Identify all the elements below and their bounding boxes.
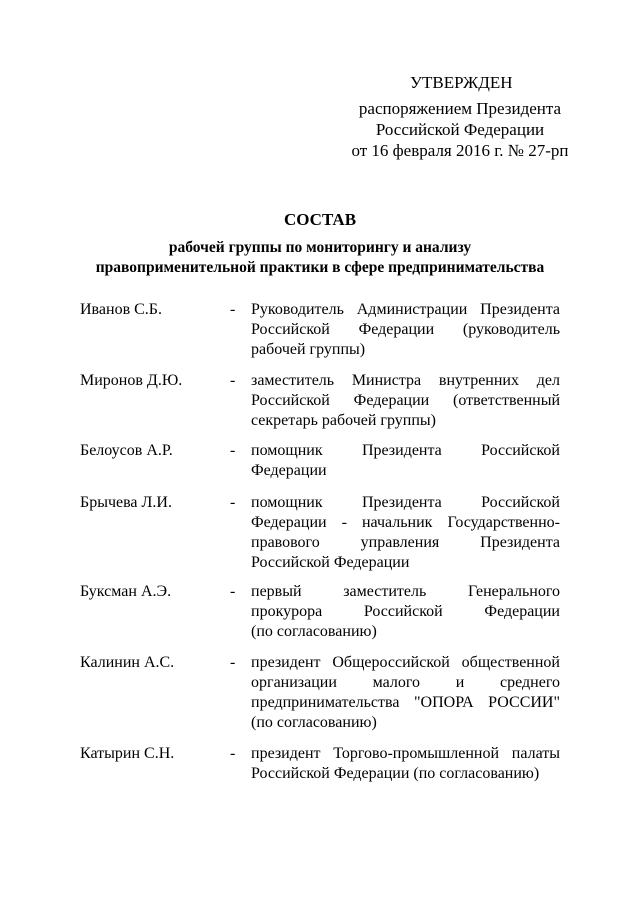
position-word: помощник (251, 442, 323, 459)
member-position (251, 300, 560, 360)
position-line (251, 764, 560, 784)
position-line (251, 582, 560, 602)
position-word: Российской (481, 442, 560, 459)
position-line (251, 371, 560, 391)
position-line (251, 493, 560, 513)
position-word: правового (251, 534, 320, 551)
position-word: среднего (500, 674, 560, 691)
member-position (251, 441, 560, 481)
position-line (251, 744, 560, 764)
position-line (251, 693, 560, 713)
position-word: Президента (480, 534, 560, 551)
position-word: предпринимательства (251, 694, 400, 711)
approval-heading: УТВЕРЖДЕН (410, 73, 513, 92)
member-name: Иванов С.Б. (80, 301, 162, 318)
position-line (251, 461, 560, 481)
member-name: Калинин А.С. (80, 654, 175, 671)
position-word: палаты (511, 745, 560, 762)
member-dash: - (230, 442, 236, 459)
position-word: Федерации (353, 392, 430, 409)
position-word: секретарь рабочей группы) (251, 412, 436, 429)
member-position (251, 371, 560, 431)
position-line (251, 300, 560, 320)
position-line (251, 513, 560, 533)
position-word: Федерации (251, 462, 327, 479)
position-word: заместитель (343, 583, 427, 600)
position-word: Администрации (356, 301, 468, 318)
member-dash: - (230, 583, 236, 600)
position-word: президент (251, 654, 321, 671)
member-dash: - (230, 494, 236, 511)
position-word: (по согласованию) (251, 714, 377, 731)
position-line (251, 391, 560, 411)
position-word: организации (251, 674, 337, 691)
member-name: Катырин С.Н. (80, 745, 175, 762)
position-word: Руководитель (251, 301, 344, 318)
position-word: Российской (481, 494, 560, 511)
member-name: Буксман А.Э. (80, 583, 172, 600)
position-word: РОССИИ" (488, 694, 560, 711)
member-dash: - (230, 372, 236, 389)
position-word: Федерации (484, 603, 560, 620)
position-word: Президента (480, 301, 560, 318)
member-position (251, 744, 560, 784)
approval-line: Российской Федерации (375, 120, 545, 139)
member-name: Белоусов А.Р. (80, 442, 173, 459)
member-dash: - (230, 745, 236, 762)
position-word: Министра (351, 372, 422, 389)
position-word: прокурора (251, 603, 323, 620)
member-position (251, 582, 560, 642)
member-position (251, 653, 560, 733)
position-line (251, 673, 560, 693)
member-name: Брычева Л.И. (80, 494, 172, 511)
position-word: Федерации (358, 321, 435, 338)
position-line (251, 340, 560, 360)
document-subtitle (0, 238, 640, 278)
position-word: начальник (361, 514, 433, 531)
position-word: Российской Федерации (по согласованию) (251, 765, 540, 782)
subtitle-line: рабочей группы по мониторингу и анализу (168, 239, 472, 256)
member-position (251, 493, 560, 573)
position-word: Государственно- (447, 514, 560, 531)
position-word: общественной (461, 654, 560, 671)
position-word: Российской (251, 321, 330, 338)
position-line (251, 441, 560, 461)
position-word: Российской (363, 603, 443, 620)
member-dash: - (230, 654, 236, 671)
member-dash: - (230, 301, 236, 318)
position-word: первый (251, 583, 302, 600)
approval-line: от 16 февраля 2016 г. № 27-рп (351, 141, 569, 160)
position-line (251, 602, 560, 622)
position-word: помощник (251, 494, 323, 511)
position-word: (по согласованию) (251, 623, 377, 640)
member-name: Миронов Д.Ю. (80, 372, 183, 389)
position-word: малого (372, 674, 421, 691)
position-word: президент (251, 745, 321, 762)
position-word: Президента (361, 442, 442, 459)
position-word: "ОПОРА (414, 694, 474, 711)
position-line (251, 411, 560, 431)
position-word: Российской (251, 392, 330, 409)
position-word: Федерации (251, 514, 327, 531)
position-line (251, 713, 560, 733)
position-word: Торгово-промышленной (333, 745, 500, 762)
position-word: - (341, 514, 347, 531)
position-word: (руководитель (462, 321, 560, 338)
position-word: Общероссийской (332, 654, 450, 671)
position-word: заместитель (251, 372, 335, 389)
position-word: Президента (361, 494, 442, 511)
position-word: (ответственный (453, 392, 560, 409)
position-word: Российской Федерации (251, 554, 410, 571)
position-word: Генерального (467, 583, 560, 600)
position-line (251, 320, 560, 340)
position-word: дел (536, 372, 560, 389)
position-word: рабочей группы) (251, 341, 366, 358)
approval-details (330, 98, 590, 161)
document-title: СОСТАВ (283, 210, 357, 229)
position-line (251, 622, 560, 642)
position-line (251, 553, 560, 573)
position-word: и (455, 674, 465, 691)
position-word: управления (360, 534, 440, 551)
subtitle-line: правоприменительной практики в сфере предпринимательства (95, 259, 545, 276)
approval-line: распоряжением Президента (358, 99, 562, 118)
position-word: внутренних (438, 372, 519, 389)
position-line (251, 653, 560, 673)
position-line (251, 533, 560, 553)
